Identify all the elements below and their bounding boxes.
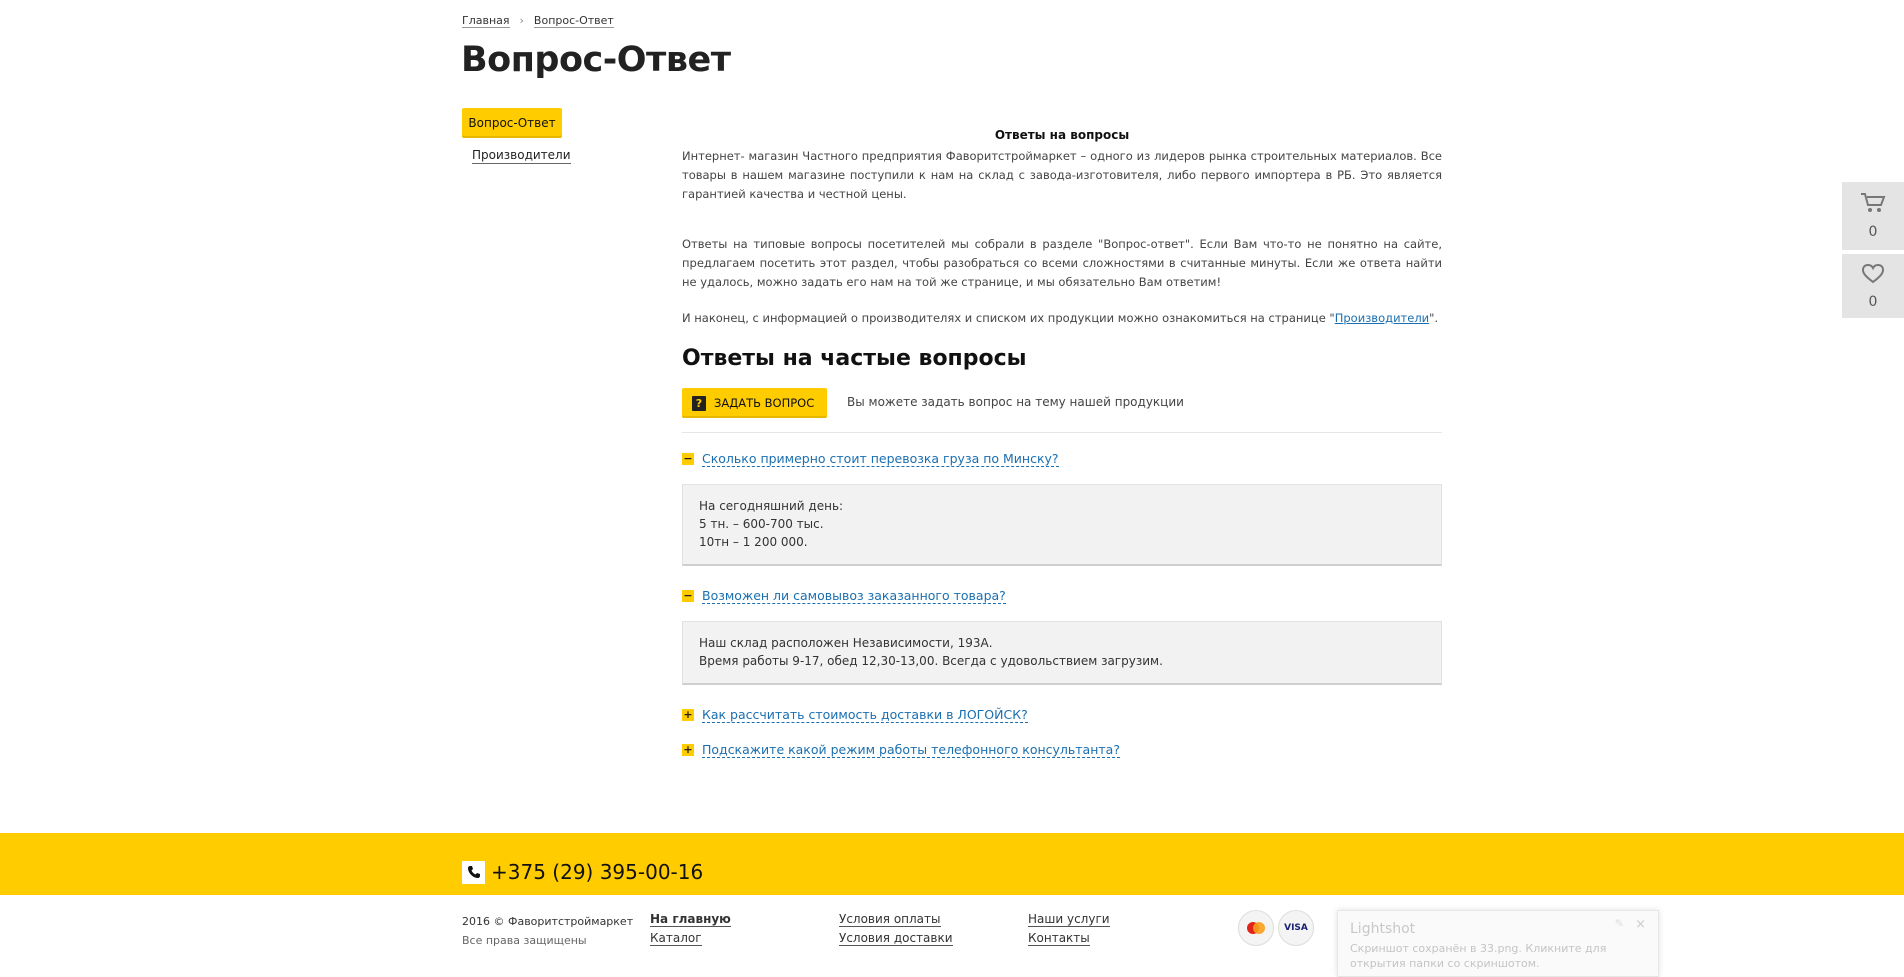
- cart-icon: [1860, 192, 1886, 214]
- answer-line: 5 тн. – 600-700 тыс.: [699, 517, 824, 531]
- footer-link-contacts[interactable]: Контакты: [1028, 931, 1090, 945]
- breadcrumb-current[interactable]: Вопрос-Ответ: [533, 14, 614, 27]
- lightshot-title: Lightshot: [1350, 921, 1416, 937]
- footer-col-2: [839, 910, 953, 948]
- wishlist-count: 0: [1868, 294, 1878, 310]
- intro-paragraph-1: Интернет- магазин Частного предприятия Фаворитстроймаркет – одного из лидеров рынка строительных материалов. Все товары в нашем магазине поступили к нам на склад с завода-изготовителя, либо первого импортера в РБ. Это является гарантией качества и честной цены.: [682, 149, 1442, 201]
- intro-p3-before: И наконец, с информацией о производителях и списком их продукции можно ознакомиться на странице ": [682, 311, 1335, 325]
- footer-col-1: [650, 910, 731, 948]
- footer-link-delivery[interactable]: Условия доставки: [839, 931, 953, 945]
- answer-line: Наш склад расположен Независимости, 193А.: [699, 636, 993, 650]
- faq-answer-2: [682, 621, 1442, 685]
- collapse-icon[interactable]: −: [683, 452, 693, 465]
- answer-line: Время работы 9-17, обед 12,30-13,00. Всегда с удовольствием загрузим.: [699, 654, 1163, 668]
- footer-link-catalog[interactable]: Каталог: [650, 931, 702, 945]
- visa-icon: VISA: [1278, 910, 1314, 946]
- question-icon: ?: [692, 396, 706, 411]
- collapse-icon[interactable]: −: [683, 589, 693, 602]
- faq-question-text[interactable]: Возможен ли самовывоз заказанного товара?: [702, 588, 1006, 603]
- close-icon[interactable]: ×: [1635, 917, 1646, 932]
- faq-question-3[interactable]: [682, 707, 1028, 723]
- intro-title: Ответы на вопросы: [994, 128, 1130, 142]
- phone-icon: [462, 861, 485, 884]
- answer-line: 10тн – 1 200 000.: [699, 535, 808, 549]
- phone-number[interactable]: +375 (29) 395-00-16: [491, 860, 704, 884]
- page-title: Вопрос-Ответ: [461, 40, 731, 80]
- pin-icon[interactable]: ✎: [1614, 917, 1624, 930]
- footer-band: [0, 833, 1904, 895]
- ask-question-button[interactable]: [682, 388, 827, 418]
- faq-question-2[interactable]: [682, 588, 1006, 604]
- footer-link-home[interactable]: На главную: [650, 912, 731, 926]
- intro-p3-after: ".: [1429, 311, 1439, 325]
- heart-icon: [1862, 264, 1884, 284]
- ask-question-label: ЗАДАТЬ ВОПРОС: [714, 396, 815, 410]
- intro-content: [682, 126, 1442, 328]
- lightshot-notification[interactable]: [1337, 910, 1659, 977]
- lightshot-message: Скриншот сохранён в 33.png. Кликните для открытия папки со скриншотом.: [1350, 942, 1607, 970]
- faq-question-1[interactable]: [682, 451, 1059, 467]
- expand-icon[interactable]: +: [683, 743, 693, 756]
- intro-paragraph-3: [682, 309, 1442, 328]
- cart-widget[interactable]: [1842, 182, 1904, 250]
- cart-count: 0: [1868, 224, 1878, 240]
- sidebar-item-faq[interactable]: Вопрос-Ответ: [462, 108, 562, 138]
- expand-icon[interactable]: +: [683, 708, 693, 721]
- rights-reserved: Все права защищены: [462, 934, 587, 947]
- faq-question-text[interactable]: Как рассчитать стоимость доставки в ЛОГОЙСК?: [702, 707, 1028, 722]
- faq-question-text[interactable]: Сколько примерно стоит перевозка груза по Минску?: [702, 451, 1059, 466]
- sidebar-item-manufacturers[interactable]: Производители: [472, 148, 571, 162]
- footer-link-payment[interactable]: Условия оплаты: [839, 912, 941, 926]
- faq-question-4[interactable]: [682, 742, 1120, 758]
- answer-line: На сегодняшний день:: [699, 499, 844, 513]
- faq-question-text[interactable]: Подскажите какой режим работы телефонного консультанта?: [702, 742, 1120, 757]
- wishlist-widget[interactable]: [1842, 254, 1904, 318]
- copyright-block: [462, 912, 633, 950]
- footer-phone[interactable]: [462, 860, 703, 884]
- breadcrumb-separator: ›: [519, 14, 524, 27]
- faq-title: Ответы на частые вопросы: [682, 346, 1027, 371]
- mastercard-icon: [1238, 910, 1274, 946]
- ask-question-hint: Вы можете задать вопрос на тему нашей продукции: [847, 395, 1184, 409]
- footer-col-3: [1028, 910, 1110, 948]
- breadcrumb: [462, 14, 614, 27]
- faq-divider: [682, 432, 1442, 433]
- copyright: 2016 © Фаворитстроймаркет: [462, 915, 634, 928]
- faq-answer-1: [682, 484, 1442, 566]
- manufacturers-link[interactable]: Производители: [1334, 311, 1430, 325]
- breadcrumb-home-link[interactable]: Главная: [462, 14, 510, 27]
- footer-link-services[interactable]: Наши услуги: [1028, 912, 1110, 926]
- intro-paragraph-2: Ответы на типовые вопросы посетителей мы собрали в разделе "Вопрос-ответ". Если Вам что-то не понятно на сайте, предлагаем посетить этот раздел, чтобы разобраться со всеми сложностями в считанные минуты. Если же ответа найти не удалось, можно задать его нам на той же странице, и мы обязательно Вам ответим!: [682, 237, 1442, 289]
